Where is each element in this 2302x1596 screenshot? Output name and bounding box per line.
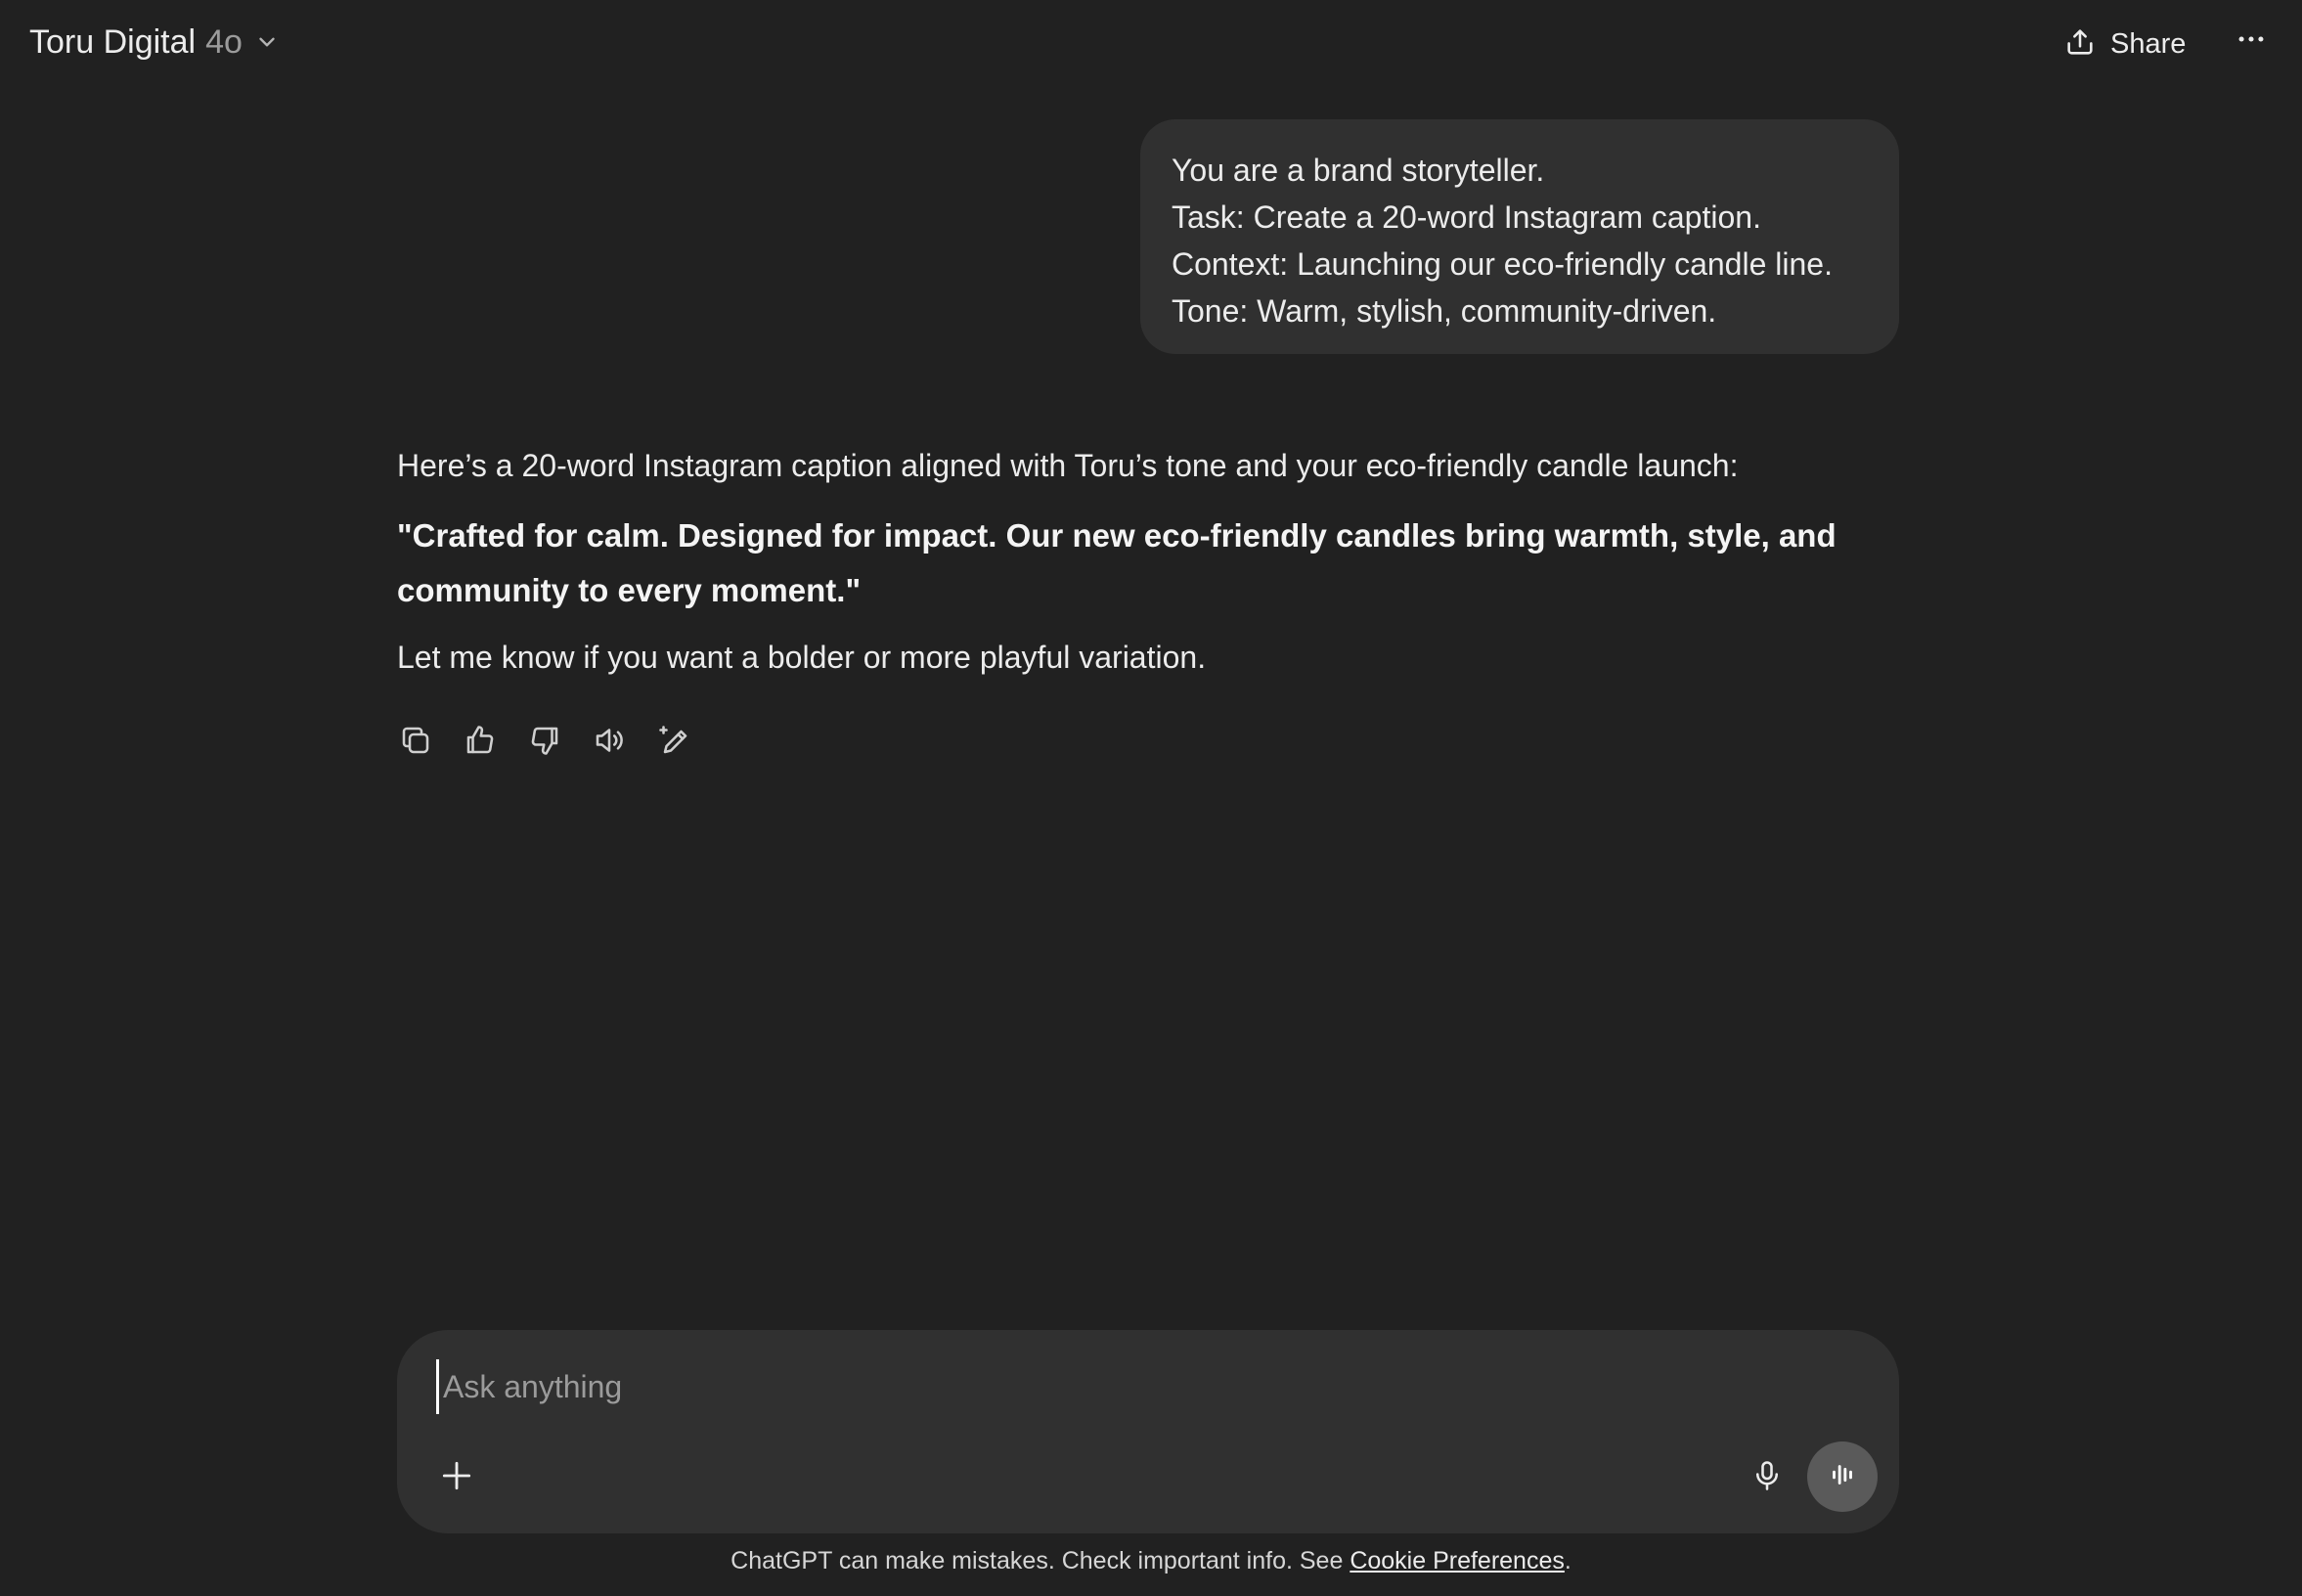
thumbs-down-icon <box>527 723 562 763</box>
model-selector[interactable] <box>29 18 280 66</box>
edit-sparkle-icon <box>656 723 691 763</box>
more-horizontal-icon <box>2235 22 2268 61</box>
more-options-button[interactable] <box>2232 22 2271 61</box>
voice-mode-button[interactable] <box>1807 1441 1878 1512</box>
copy-icon <box>398 723 433 763</box>
share-button[interactable] <box>2063 20 2186 68</box>
user-message-bubble <box>1140 119 1899 354</box>
edit-in-canvas-button[interactable] <box>655 724 692 761</box>
composer <box>397 1330 1899 1533</box>
chevron-down-icon <box>254 29 280 55</box>
add-attachment-button[interactable] <box>428 1449 485 1506</box>
user-message-line: You are a brand storyteller. <box>1172 153 1545 188</box>
assistant-message <box>397 442 1903 681</box>
share-icon <box>2063 25 2097 64</box>
prompt-input[interactable] <box>436 1359 1805 1414</box>
disclaimer <box>0 1547 2302 1575</box>
share-label: Share <box>2110 27 2187 60</box>
thumbs-up-icon <box>463 723 498 763</box>
model-version: 4o <box>205 22 243 61</box>
voice-waveform-icon <box>1826 1458 1859 1496</box>
user-message-line: Task: Create a 20-word Instagram caption. <box>1172 200 1761 235</box>
microphone-icon <box>1749 1458 1785 1498</box>
disclaimer-text: ChatGPT can make mistakes. Check important info. See <box>730 1547 1344 1574</box>
dictate-button[interactable] <box>1739 1449 1795 1506</box>
assistant-intro: Here’s a 20-word Instagram caption aligned with Toru’s tone and your eco-friendly candle launch: <box>397 448 1739 483</box>
assistant-outro: Let me know if you want a bolder or more playful variation. <box>397 640 1207 675</box>
disclaimer-suffix: . <box>1564 1547 1572 1574</box>
copy-button[interactable] <box>397 724 434 761</box>
bad-response-button[interactable] <box>526 724 563 761</box>
model-name: Toru Digital <box>29 22 197 61</box>
cookie-preferences-link[interactable]: Cookie Preferences <box>1350 1547 1565 1574</box>
assistant-caption-quote: "Crafted for calm. Designed for impact. Our new eco-friendly candles bring warmth, style, and community to every moment." <box>397 517 1837 608</box>
read-aloud-button[interactable] <box>591 724 628 761</box>
message-actions <box>397 724 692 761</box>
user-message-line: Tone: Warm, stylish, community-driven. <box>1172 293 1717 329</box>
user-message-line: Context: Launching our eco-friendly candle line. <box>1172 246 1833 282</box>
top-bar <box>0 0 2302 84</box>
read-aloud-icon <box>592 723 627 763</box>
good-response-button[interactable] <box>462 724 499 761</box>
plus-icon <box>438 1457 475 1499</box>
